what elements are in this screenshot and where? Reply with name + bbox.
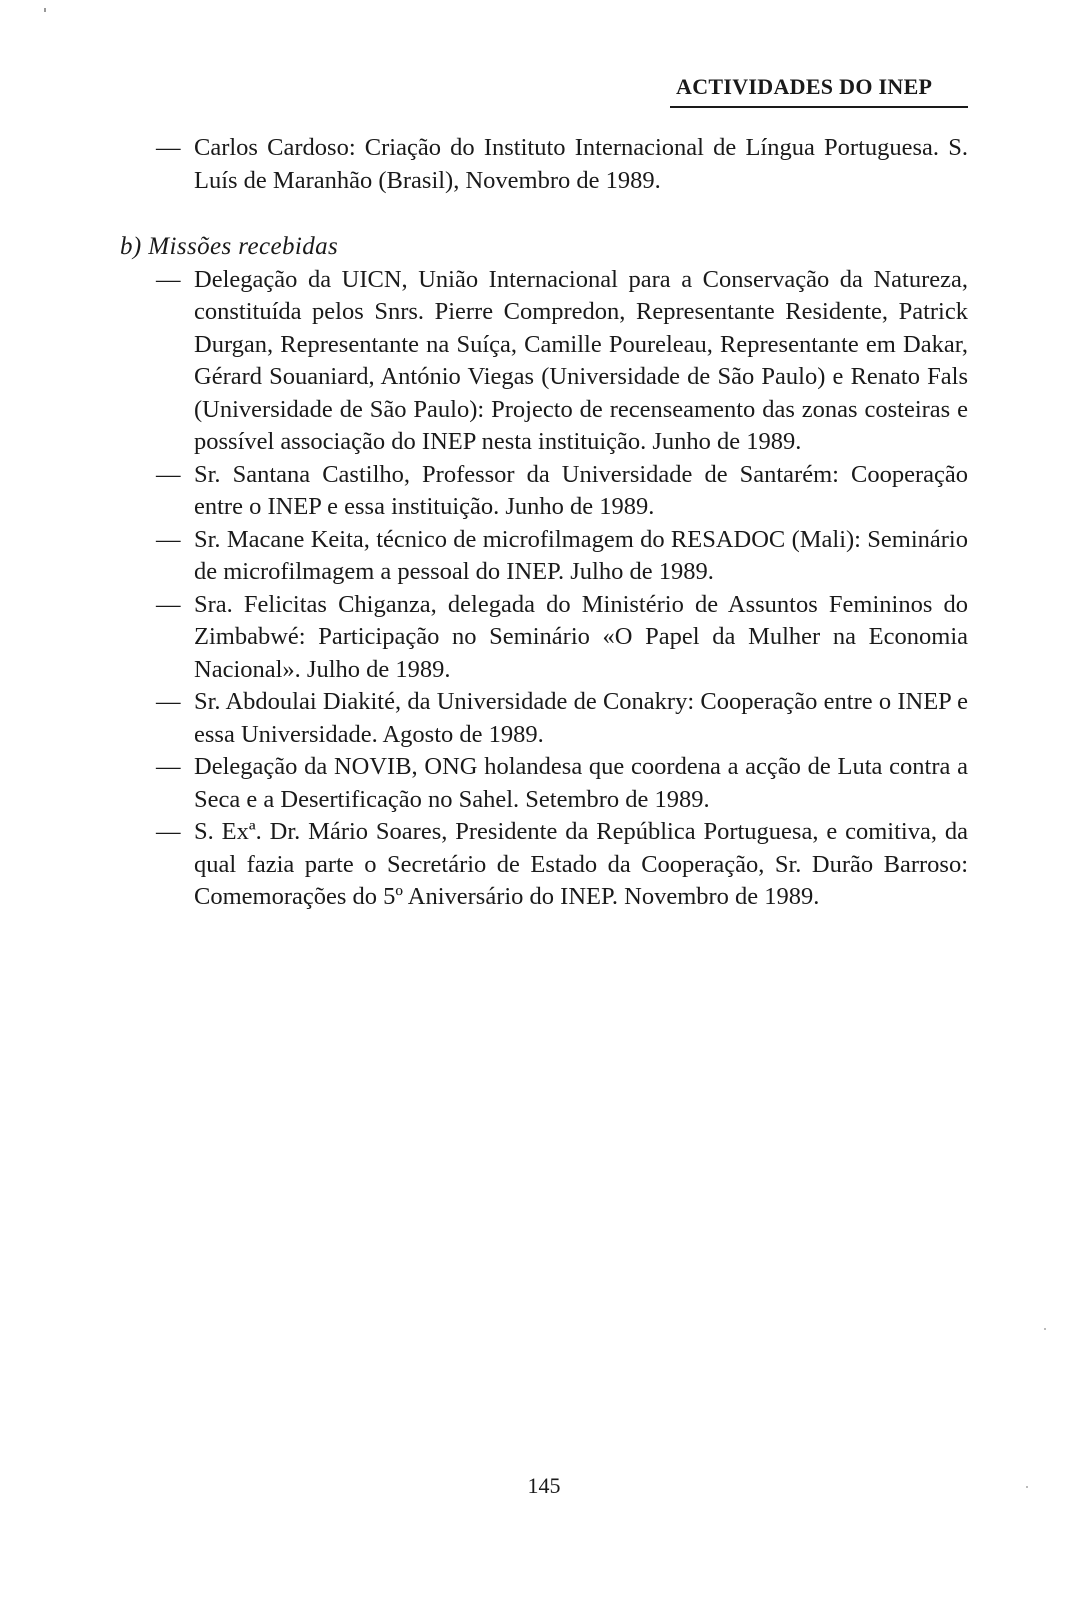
em-dash-bullet: [156, 524, 190, 557]
list-item-text: S. Exª. Dr. Mário Soares, Presidente da República Portuguesa, e comitiva, da qual fazia parte o Secretário de Estado da Cooperação, Sr. Durão Barroso: Comemorações do 5º Aniversário do INEP. Novembro de 1989.: [194, 818, 968, 910]
em-dash-bullet: [156, 686, 190, 719]
scan-speck: [1026, 1486, 1028, 1488]
em-dash-bullet: [156, 751, 190, 784]
list-item: [120, 524, 968, 589]
list-item: [120, 589, 968, 687]
em-dash-bullet: [156, 264, 190, 297]
running-head-title: ACTIVIDADES DO INEP: [676, 74, 933, 99]
scan-speck: [1044, 1328, 1046, 1330]
list-item-text: Delegação da UICN, União Internacional para a Conservação da Natureza, constituída pelos Snrs. Pierre Compredon, Representante Residente, Patrick Durgan, Representante na Suíça, Camille Poureleau, Representante em Dakar, Gérard Souaniard, António Viegas (Universidade de São Paulo) e Renato Fals (Universidade de São Paulo): Projecto de recenseamento das zonas costeiras e possível associação do INEP nesta instituição. Junho de 1989.: [194, 265, 968, 455]
em-dash-bullet: [156, 132, 190, 165]
section-heading: b) Missões recebidas: [120, 233, 339, 260]
page-body: [120, 132, 968, 914]
em-dash-bullet: [156, 816, 190, 849]
running-head-rule: [670, 106, 968, 108]
page-number: 145: [527, 1473, 561, 1498]
list-item: [120, 459, 968, 524]
list-item: [120, 751, 968, 816]
em-dash-bullet: [156, 589, 190, 622]
list-item: [120, 816, 968, 914]
list-item-text: Sr. Macane Keita, técnico de microfilmagem do RESADOC (Mali): Seminário de microfilmagem a pessoal do INEP. Julho de 1989.: [194, 525, 968, 585]
scan-speck: [44, 8, 46, 12]
list-item: [120, 264, 968, 459]
list-item: [120, 132, 968, 197]
list-item-text: Sr. Abdoulai Diakité, da Universidade de Conakry: Cooperação entre o INEP e essa Universidade. Agosto de 1989.: [194, 688, 968, 748]
list-item: [120, 686, 968, 751]
list-item-text: Sr. Santana Castilho, Professor da Universidade de Santarém: Cooperação entre o INEP e essa instituição. Junho de 1989.: [194, 460, 968, 520]
list-item-text: Sra. Felicitas Chiganza, delegada do Ministério de Assuntos Femininos do Zimbabwé: Participação no Seminário «O Papel da Mulher na Economia Nacional». Julho de 1989.: [194, 590, 968, 683]
list-item-text: Carlos Cardoso: Criação do Instituto Internacional de Língua Portuguesa. S. Luís de Maranhão (Brasil), Novembro de 1989.: [194, 134, 968, 194]
em-dash-bullet: [156, 459, 190, 492]
list-item-text: Delegação da NOVIB, ONG holandesa que coordena a acção de Luta contra a Seca e a Desertificação no Sahel. Setembro de 1989.: [194, 753, 968, 813]
